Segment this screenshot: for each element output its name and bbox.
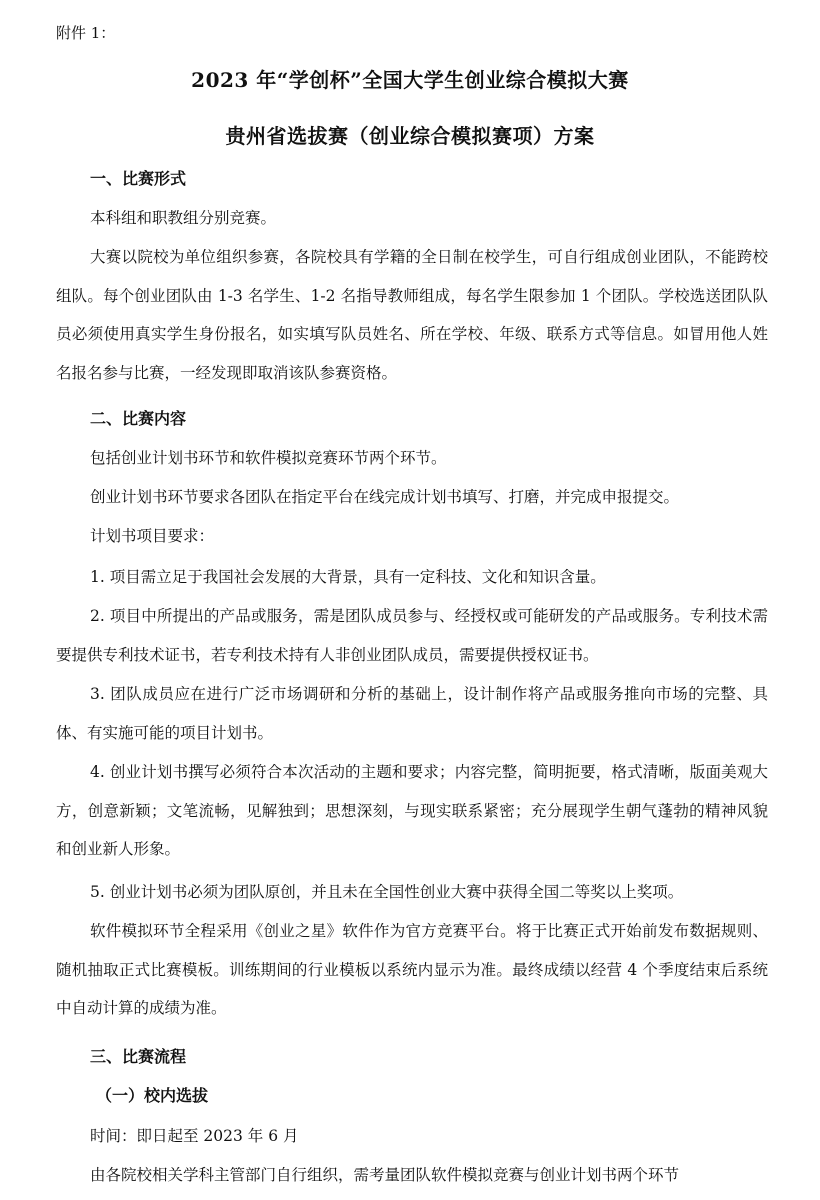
document-title-line2: 贵州省选拔赛（创业综合模拟赛项）方案 (225, 124, 595, 148)
section2-paragraph1: 包括创业计划书环节和软件模拟竞赛环节两个环节。 (90, 449, 447, 467)
requirement-item-5: 5. 创业计划书必须为团队原创，并且未在全国性创业大赛中获得全国二等奖以上奖项。 (90, 883, 684, 901)
requirement-item-3: 3. 团队成员应在进行广泛市场调研和分析的基础上，设计制作将产品或服务推向市场的完整、具体、有实施可能的项目计划书。 (56, 685, 768, 742)
section1-paragraph2: 大赛以院校为单位组织参赛，各院校具有学籍的全日制在校学生，可自行组成创业团队，不能跨校组队。每个创业团队由 1-3 名学生、1-2 名指导教师组成，每名学生限参加 1 个团队。学校选送团队队员必须使用真实学生身份报名，如实填写队员姓名、所在学校、年级、联系方式等信息。如冒用他人姓名报名参与比赛，一经发现即取消该队参赛资格。 (56, 248, 768, 382)
section2-paragraph3: 计划书项目要求： (90, 527, 215, 545)
requirement-item-1: 1. 项目需立足于我国社会发展的大背景，具有一定科技、文化和知识含量。 (90, 568, 606, 586)
requirement-item-2: 2. 项目中所提出的产品或服务，需是团队成员参与、经授权或可能研发的产品或服务。专利技术需要提供专利技术证书，若专利技术持有人非创业团队成员，需要提供授权证书。 (56, 607, 768, 664)
section3-subheading: （一）校内选拔 (96, 1086, 209, 1105)
section3-heading: 三、比赛流程 (90, 1047, 187, 1066)
section1-heading: 一、比赛形式 (90, 169, 187, 188)
attachment-label: 附件 1： (56, 24, 116, 42)
section3-time: 时间：即日起至 2023 年 6 月 (90, 1127, 299, 1145)
section2-paragraph2: 创业计划书环节要求各团队在指定平台在线完成计划书填写、打磨，并完成申报提交。 (90, 488, 680, 506)
section2-heading: 二、比赛内容 (90, 409, 187, 428)
requirement-item-4: 4. 创业计划书撰写必须符合本次活动的主题和要求；内容完整，简明扼要，格式清晰，版面美观大方，创意新颖；文笔流畅，见解独到；思想深刻，与现实联系紧密；充分展现学生朝气蓬勃的精神风貌和创业新人形象。 (56, 763, 768, 858)
section3-paragraph1: 由各院校相关学科主管部门自行组织，需考量团队软件模拟竞赛与创业计划书两个环节 (90, 1166, 680, 1184)
document-title-line1: 2023 年“学创杯”全国大学生创业综合模拟大赛 (191, 68, 629, 92)
section1-paragraph1: 本科组和职教组分别竞赛。 (90, 209, 277, 227)
section2-paragraph4: 软件模拟环节全程采用《创业之星》软件作为官方竞赛平台。将于比赛正式开始前发布数据规则、随机抽取正式比赛模板。训练期间的行业模板以系统内显示为准。最终成绩以经营 4 个季度结束后系统中自动计算的成绩为准。 (56, 922, 768, 1017)
